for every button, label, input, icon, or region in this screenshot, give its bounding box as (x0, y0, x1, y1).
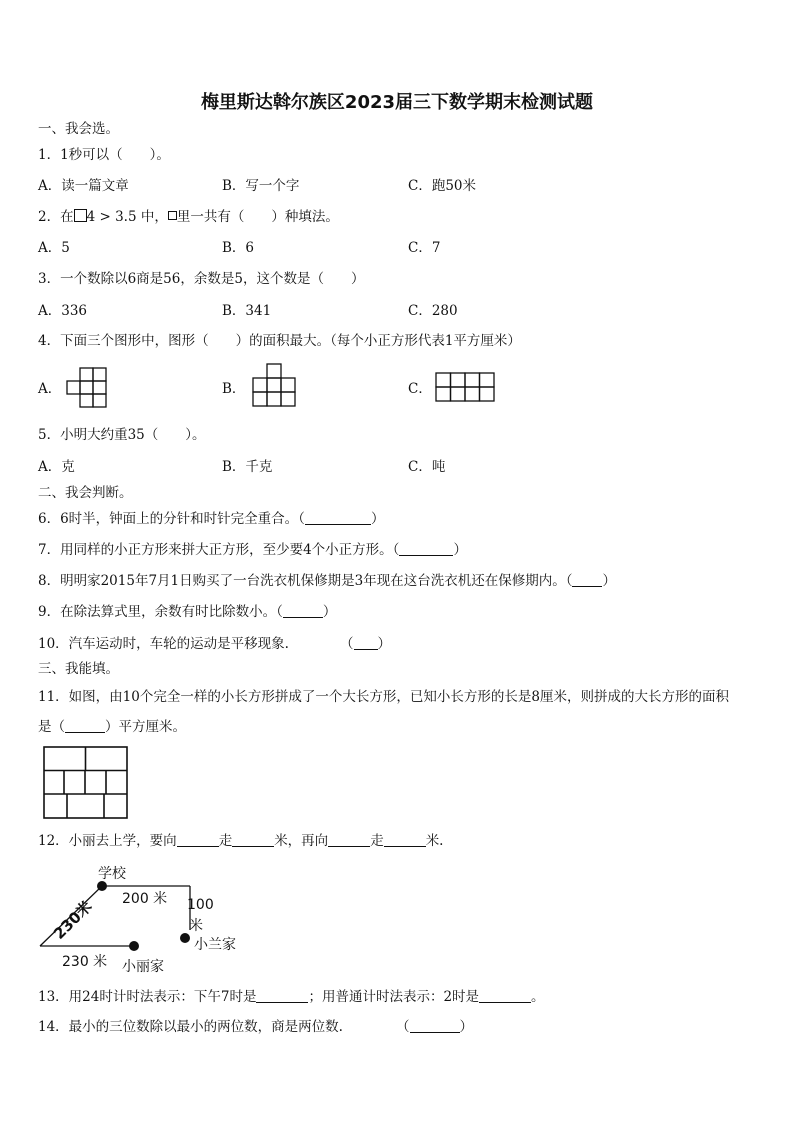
q12-text-4: 走 (370, 833, 384, 849)
q4-option-c: C． (408, 381, 432, 397)
q7-answer-blank[interactable] (399, 541, 453, 556)
q13-blank-24h[interactable] (256, 988, 308, 1003)
q4-figure-b (252, 363, 300, 413)
question-10 (38, 635, 289, 653)
q12-text-2: 走 (218, 833, 233, 849)
question-4-stem: 4．下面三个图形中，图形（ ）的面积最大。（每个小正方形代表1平方厘米） (38, 333, 521, 349)
section-heading-judge: 二、我会判断。 (38, 485, 133, 501)
li-home-point (129, 941, 139, 951)
q5-option-a: A．克 (38, 459, 75, 475)
page-title: 梅里斯达斡尔族区2023届三下数学期末检测试题 (200, 92, 594, 113)
question-8 (38, 572, 616, 590)
question-1-stem: 1．1秒可以（ ）。 (38, 147, 170, 163)
distance-right-label-number: 100 (187, 897, 214, 913)
lan-home-point (180, 933, 190, 943)
q2-option-c: C．7 (408, 240, 441, 256)
school-label: 学校 (98, 866, 126, 882)
lan-home-label: 小兰家 (194, 937, 236, 953)
q3-option-c: C．280 (408, 303, 458, 319)
q12-blank-distance-2[interactable] (384, 832, 426, 847)
q1-option-b: B．写一个字 (222, 178, 300, 194)
q5-option-c: C．吨 (408, 459, 446, 475)
section-heading-fill: 三、我能填。 (38, 661, 119, 677)
q13-text-1: 13．用24时计时法表示：下午7时是 (38, 989, 257, 1005)
q8-text: 8．明明家2015年7月1日购买了一台洗衣机保修期是3年现在这台洗衣机还在保修期内。（ (38, 573, 573, 589)
question-3-stem: 3．一个数除以6商是56，余数是5，这个数是（ ） (38, 271, 365, 287)
q12-text-1: 12．小丽去上学，要向 (38, 833, 177, 849)
q13-text-2: ；用普通计时法表示：2时是 (308, 989, 480, 1005)
small-box-icon (168, 211, 177, 220)
q12-route-map (30, 860, 260, 980)
q12-text-5: 米. (425, 833, 444, 849)
q2-prefix: 2．在 (38, 209, 74, 225)
question-7 (38, 541, 467, 559)
q4-option-a: A． (38, 381, 62, 397)
q7-close: ） (453, 542, 467, 558)
q12-text-3: 米，再向 (274, 833, 329, 849)
q1-option-c: C．跑50米 (408, 178, 477, 194)
school-point (97, 881, 107, 891)
q5-option-b: B．千克 (222, 459, 273, 475)
q13-text-3: 。 (531, 989, 545, 1005)
q9-close: ） (322, 604, 337, 620)
q2-option-b: B．6 (222, 240, 255, 256)
question-12 (38, 832, 443, 850)
q4-option-b: B． (222, 381, 246, 397)
q14-close: ） (459, 1019, 473, 1035)
q6-answer-blank[interactable] (305, 510, 371, 525)
distance-top-label: 200 米 (122, 891, 168, 907)
distance-right-label-unit: 米 (189, 918, 203, 934)
question-5-stem: 5．小明大约重35（ ）。 (38, 427, 206, 443)
section-heading-choose: 一、我会选。 (38, 121, 119, 137)
q12-blank-distance-1[interactable] (232, 832, 274, 847)
question-6 (38, 510, 384, 528)
q8-close: ） (602, 573, 616, 589)
q10-answer (340, 635, 391, 653)
q11-text-b: ）平方厘米。 (105, 719, 186, 735)
q11-rectangle-figure (43, 746, 129, 820)
q10-close: ） (377, 636, 391, 652)
question-11-line2 (38, 718, 186, 736)
question-2-stem (38, 208, 339, 226)
q14-open: （ (396, 1019, 410, 1035)
q12-blank-direction-2[interactable] (328, 832, 370, 847)
q9-answer-blank[interactable] (283, 603, 323, 618)
q3-option-a: A．336 (38, 303, 88, 319)
q10-answer-blank[interactable] (354, 635, 378, 650)
question-9 (38, 603, 336, 621)
q4-figure-a (66, 367, 112, 411)
blank-box-icon (74, 209, 87, 222)
distance-diagonal-label: 230米 (50, 897, 96, 943)
q14-answer (396, 1018, 473, 1036)
q10-open: （ (340, 636, 354, 652)
q10-text: 10．汽车运动时，车轮的运动是平移现象. (38, 636, 289, 652)
q6-text: 6．6时半，钟面上的分针和时针完全重合。（ (38, 511, 305, 527)
distance-bottom-label: 230 米 (62, 954, 108, 970)
q6-close: ） (370, 511, 385, 527)
q11-answer-blank[interactable] (65, 718, 105, 733)
q9-text: 9．在除法算式里，余数有时比除数小。（ (38, 604, 283, 620)
q13-blank-12h[interactable] (479, 988, 531, 1003)
q2-inequality: 4 > 3.5 中， (86, 209, 168, 225)
q14-text: 14．最小的三位数除以最小的两位数，商是两位数. (38, 1019, 343, 1035)
q4-figure-c (435, 372, 499, 406)
q1-option-a: A．读一篇文章 (38, 178, 129, 194)
li-home-label: 小丽家 (122, 959, 164, 975)
q2-suffix: 里一共有（ ）种填法。 (176, 209, 339, 225)
question-14 (38, 1018, 343, 1036)
q2-option-a: A．5 (38, 240, 70, 256)
q12-blank-direction-1[interactable] (177, 832, 219, 847)
q8-answer-blank[interactable] (572, 572, 602, 587)
question-13 (38, 988, 545, 1006)
q3-option-b: B．341 (222, 303, 272, 319)
q11-text-a: 是（ (38, 719, 65, 735)
q7-text: 7．用同样的小正方形来拼大正方形，至少要4个小正方形。（ (38, 542, 400, 558)
question-11-line1: 11．如图，由10个完全一样的小长方形拼成了一个大长方形，已知小长方形的长是8厘米，则拼成的大长方形的面积 (38, 689, 729, 705)
q14-answer-blank[interactable] (410, 1018, 460, 1033)
